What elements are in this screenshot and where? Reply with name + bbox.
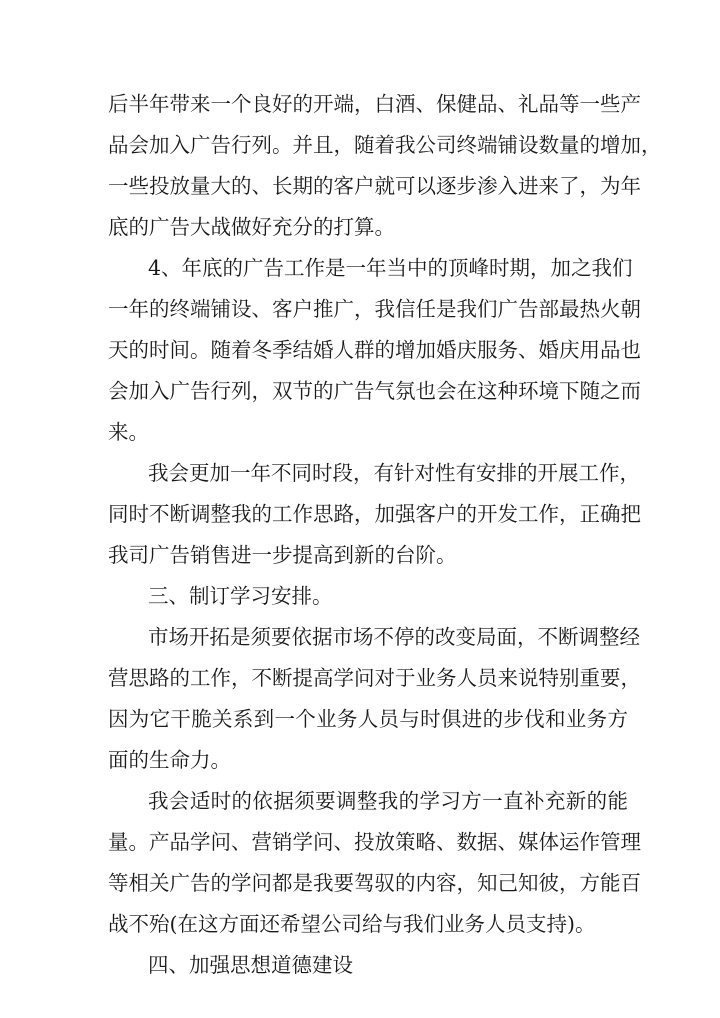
text-line: 后半年带来一个良好的开端，白酒、保健品、礼品等一些产 [108, 92, 641, 116]
text-line: 战不殆(在这方面还希望公司给与我们业务人员支持)。 [108, 912, 596, 936]
text-line: 会加入广告行列，双节的广告气氛也会在这种环境下随之而 [108, 379, 641, 403]
section-heading: 三、制订学习安排。 [148, 584, 333, 608]
text-line: 天的时间。随着冬季结婚人群的增加婚庆服务、婚庆用品也 [108, 338, 641, 362]
text-line: 等相关广告的学问都是我要驾驭的内容，知己知彼，方能百 [108, 871, 641, 895]
paragraph-start: 4、年底的广告工作是一年当中的顶峰时期，加之我们 [148, 256, 633, 280]
text-line: 底的广告大战做好充分的打算。 [108, 215, 395, 239]
section-heading: 四、加强思想道德建设 [148, 953, 353, 977]
text-line: 一年的终端铺设、客户推广，我信任是我们广告部最热火朝 [108, 297, 641, 321]
text-line: 营思路的工作，不断提高学问对于业务人员来说特别重要， [108, 666, 641, 690]
text-line: 同时不断调整我的工作思路，加强客户的开发工作，正确把 [108, 502, 641, 526]
paragraph-start: 我会适时的依据须要调整我的学习方一直补充新的能 [148, 789, 628, 813]
text-line: 量。产品学问、营销学问、投放策略、数据、媒体运作管理 [108, 830, 641, 854]
text-line: 我司广告销售进一步提高到新的台阶。 [108, 543, 457, 567]
text-line: 面的生命力。 [108, 748, 231, 772]
text-line: 品会加入广告行列。并且，随着我公司终端铺设数量的增加， [108, 133, 662, 157]
paragraph-start: 我会更加一年不同时段，有针对性有安排的开展工作， [148, 461, 640, 485]
text-line: 来。 [108, 420, 149, 444]
text-line: 因为它干脆关系到一个业务人员与时俱进的步伐和业务方 [108, 707, 628, 731]
text-line: 一些投放量大的、长期的客户就可以逐步渗入进来了，为年 [108, 174, 641, 198]
paragraph-start: 市场开拓是须要依据市场不停的改变局面，不断调整经 [148, 625, 640, 649]
